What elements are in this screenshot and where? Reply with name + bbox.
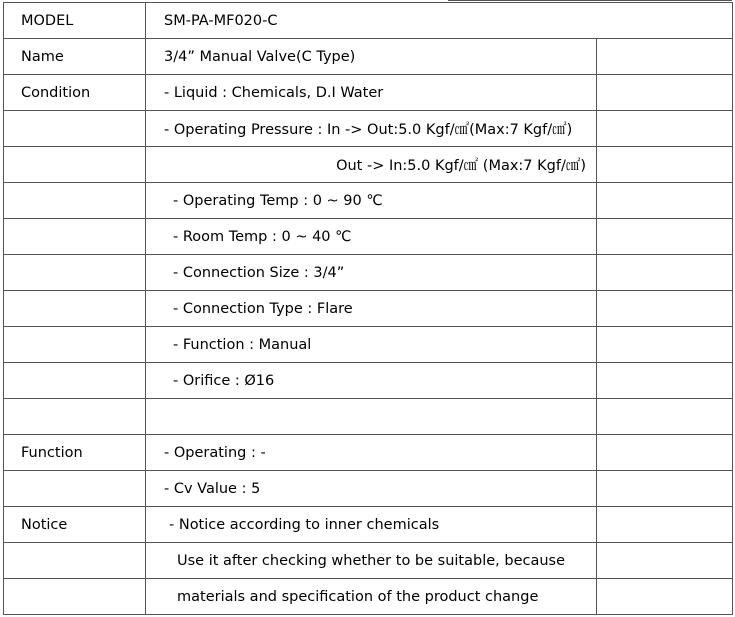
table-row xyxy=(4,111,733,147)
row-label xyxy=(4,543,146,579)
row-label: MODEL xyxy=(4,3,146,39)
row-value: - Notice according to inner chemicals xyxy=(146,507,597,543)
row-value: - Cv Value : 5 xyxy=(146,471,597,507)
row-extra-cell xyxy=(597,255,733,291)
row-extra-cell xyxy=(597,579,733,615)
row-label: Notice xyxy=(4,507,146,543)
row-value: - Operating Temp : 0 ~ 90 ℃ xyxy=(146,183,597,219)
row-extra-cell xyxy=(597,291,733,327)
row-label xyxy=(4,363,146,399)
table-row-function xyxy=(4,435,733,471)
row-label xyxy=(4,327,146,363)
spec-table xyxy=(3,2,733,615)
row-value: 3/4” Manual Valve(C Type) xyxy=(146,39,597,75)
row-label xyxy=(4,291,146,327)
row-extra-cell xyxy=(597,219,733,255)
row-label: Name xyxy=(4,39,146,75)
table-row-condition xyxy=(4,75,733,111)
row-label xyxy=(4,219,146,255)
row-extra-cell xyxy=(597,435,733,471)
table-row-model xyxy=(4,3,733,39)
row-label: Condition xyxy=(4,75,146,111)
row-extra-cell xyxy=(597,111,733,147)
row-value: - Liquid : Chemicals, D.I Water xyxy=(146,75,597,111)
table-row xyxy=(4,327,733,363)
row-label: Function xyxy=(4,435,146,471)
top-border-line xyxy=(448,0,732,1)
table-row xyxy=(4,147,733,183)
row-label xyxy=(4,183,146,219)
table-row-notice xyxy=(4,507,733,543)
row-value: - Operating Pressure : In -> Out:5.0 Kgf/㎠(Max:7 Kgf/㎠) xyxy=(146,111,597,147)
row-extra-cell xyxy=(597,327,733,363)
row-label xyxy=(4,111,146,147)
row-value: Out -> In:5.0 Kgf/㎠ (Max:7 Kgf/㎠) xyxy=(146,147,597,183)
row-label xyxy=(4,255,146,291)
row-extra-cell xyxy=(597,39,733,75)
table-row xyxy=(4,543,733,579)
row-extra-cell xyxy=(597,147,733,183)
row-label xyxy=(4,471,146,507)
row-value: - Function : Manual xyxy=(146,327,597,363)
row-value: - Connection Type : Flare xyxy=(146,291,597,327)
row-value: materials and specification of the product change xyxy=(146,579,597,615)
row-label xyxy=(4,147,146,183)
table-row xyxy=(4,219,733,255)
row-value: - Room Temp : 0 ~ 40 ℃ xyxy=(146,219,597,255)
row-extra-cell xyxy=(597,363,733,399)
table-row xyxy=(4,255,733,291)
row-value: SM-PA-MF020-C xyxy=(146,3,597,39)
row-value: - Orifice : Ø16 xyxy=(146,363,597,399)
row-extra-cell xyxy=(597,75,733,111)
table-row-empty xyxy=(4,399,733,435)
row-label xyxy=(4,399,146,435)
table-row xyxy=(4,471,733,507)
row-extra-cell xyxy=(597,399,733,435)
table-row xyxy=(4,183,733,219)
row-value xyxy=(146,399,597,435)
row-extra-cell xyxy=(597,471,733,507)
row-value: Use it after checking whether to be suitable, because xyxy=(146,543,597,579)
row-extra-cell xyxy=(597,543,733,579)
table-row-name xyxy=(4,39,733,75)
row-label xyxy=(4,579,146,615)
row-value: - Operating : - xyxy=(146,435,597,471)
table-row xyxy=(4,291,733,327)
table-row xyxy=(4,579,733,615)
row-value: - Connection Size : 3/4” xyxy=(146,255,597,291)
row-extra-cell xyxy=(597,507,733,543)
table-row xyxy=(4,363,733,399)
row-extra-cell xyxy=(597,183,733,219)
row-extra-cell xyxy=(597,3,733,39)
